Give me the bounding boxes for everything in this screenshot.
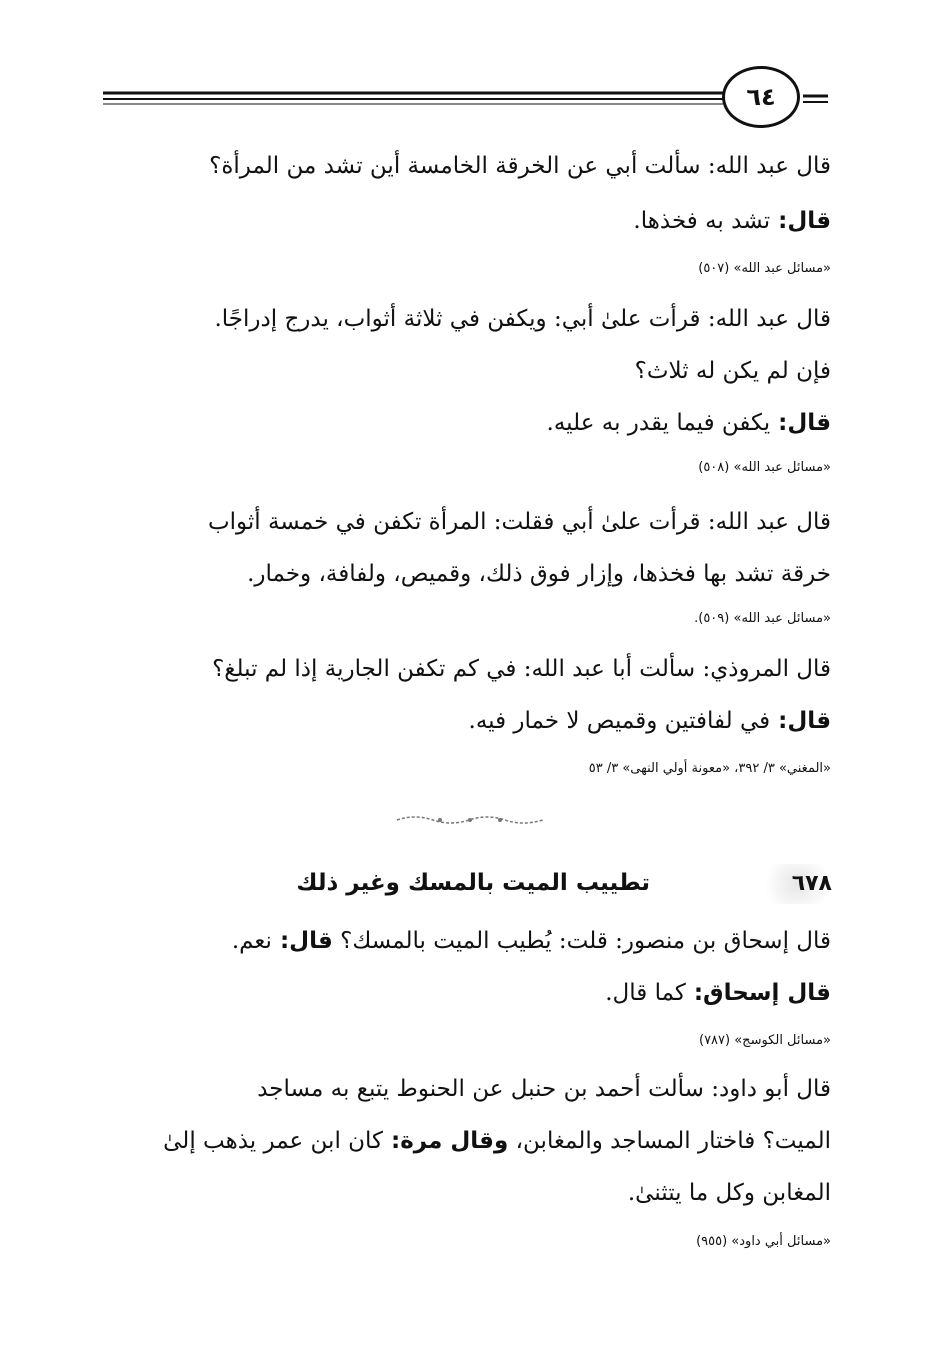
text-span: الميت؟ فاختار المساجد والمغابن، [508, 1128, 831, 1154]
citation: «المغني» ٣/ ٣٩٢، «معونة أولي النهى» ٣/ ٥٣ [588, 761, 831, 776]
text-line [105, 407, 831, 439]
text-span: في لفافتين وقميص لا خمار فيه. [468, 708, 771, 734]
text-line [105, 925, 831, 957]
speaker-label: قال: [271, 928, 333, 954]
text-line [105, 705, 831, 737]
header-rule [103, 89, 828, 109]
text-line [105, 506, 831, 538]
text-span: خرقة تشد بها فخذها، وإزار فوق ذلك، وقميص، ولفافة، وخمار. [247, 561, 831, 587]
page-number-badge [722, 66, 800, 128]
section-number: ٦٧٨ [762, 864, 832, 904]
text-line [105, 355, 831, 387]
text-line [105, 977, 831, 1009]
text-span: قال عبد الله: قرأت علىٰ أبي فقلت: المرأة تكفن في خمسة أثواب [207, 509, 831, 535]
text-span: قال عبد الله: سألت أبي عن الخرقة الخامسة أين تشد من المرأة؟ [209, 153, 831, 179]
text-line [105, 558, 831, 590]
citation: «مسائل عبد الله» (٥٠٧) [698, 261, 831, 276]
page-number: ٦٤ [746, 83, 776, 111]
citation: «مسائل عبد الله» (٥٠٨) [698, 460, 831, 475]
text-span: كان ابن عمر يذهب إلىٰ [163, 1128, 383, 1154]
speaker-label: قال: [770, 708, 831, 734]
text-span: قال عبد الله: قرأت علىٰ أبي: ويكفن في ثلاثة أثواب، يدرج إدراجًا. [214, 306, 831, 332]
citation: «مسائل الكوسج» (٧٨٧) [698, 1033, 831, 1048]
text-line [105, 303, 831, 335]
text-span: تشد به فخذها. [633, 208, 771, 234]
text-line [105, 205, 831, 237]
text-line [105, 150, 831, 182]
text-span: المغابن وكل ما يتثنىٰ. [627, 1180, 831, 1206]
speaker-label: قال: [770, 208, 831, 234]
citation: «مسائل أبي داود» (٩٥٥) [696, 1234, 831, 1249]
ornament-divider [395, 812, 545, 828]
text-span: قال المروذي: سألت أبا عبد الله: في كم تكفن الجارية إذا لم تبلغ؟ [212, 656, 831, 682]
text-span: يكفن فيما يقدر به عليه. [546, 410, 771, 436]
text-span: قال إسحاق بن منصور: قلت: يُطيب الميت بالمسك؟ [332, 928, 831, 954]
citation: «مسائل عبد الله» (٥٠٩). [694, 611, 831, 626]
text-span: قال أبو داود: سألت أحمد بن حنبل عن الحنوط يتبع به مساجد [257, 1076, 831, 1102]
speaker-label: وقال مرة: [383, 1128, 509, 1154]
text-line [105, 1177, 831, 1209]
text-line [105, 653, 831, 685]
text-span: نعم. [231, 928, 272, 954]
section-title: تطييب الميت بالمسك وغير ذلك [296, 870, 650, 896]
speaker-label: قال إسحاق: [685, 980, 831, 1006]
speaker-label: قال: [770, 410, 831, 436]
text-span: كما قال. [605, 980, 686, 1006]
text-span: فإن لم يكن له ثلاث؟ [634, 358, 831, 384]
text-line [105, 1125, 831, 1157]
text-line [105, 1073, 831, 1105]
